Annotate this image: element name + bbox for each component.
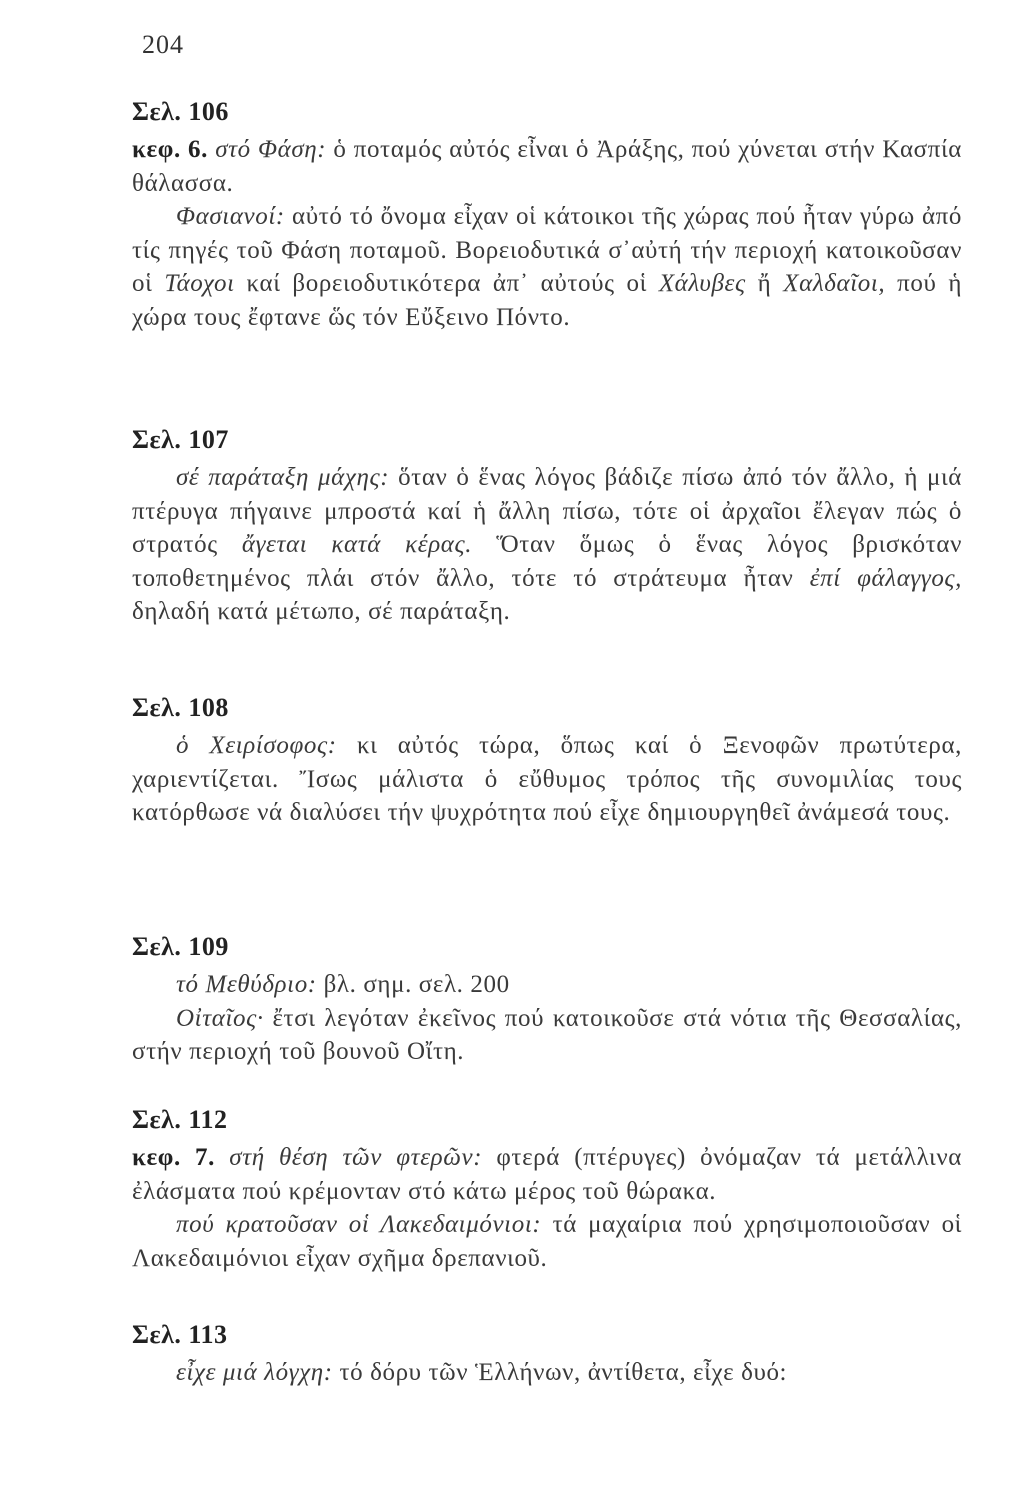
lemma: εἶχε μιά λόγχη: (176, 1359, 333, 1386)
lemma-inline: ἐπί φάλαγγος, (809, 564, 963, 592)
lemma-inline: ἄγεται κατά κέρας. (241, 531, 473, 558)
section-heading: Σελ. 113 (132, 1320, 228, 1349)
lemma: Οἰταῖος· (176, 1004, 264, 1032)
note-text: τά μαχαίρια πού χρησιμοποιοῦσαν οἱ Λακεδαιμόνιοι εἶχαν σχῆμα δρεπανιοῦ. (132, 1211, 962, 1272)
note-text: αὐτό τό ὄνομα εἶχαν οἱ κάτοικοι τῆς χώρας πού ἦταν γύρω ἀπό τίς πηγές τοῦ Φάση ποταμοῦ. Βορειοδυτικά σ᾽αὐτή τήν περιοχή κατοικοῦσαν οἱ (132, 203, 962, 297)
note-text: πού ἡ χώρα τους ἔφτανε ὥς τόν Εὔξεινο Πόντο. (132, 270, 963, 331)
lemma-inline: Χαλδαῖοι, (783, 270, 886, 297)
section-106 (132, 97, 962, 334)
note-paragraph (132, 968, 962, 1002)
note-text: ἤ (757, 270, 772, 297)
section-109 (132, 932, 962, 1069)
note-paragraph (132, 461, 962, 629)
note-paragraph (132, 1002, 962, 1069)
section-heading: Σελ. 112 (132, 1105, 228, 1134)
section-112 (132, 1105, 962, 1275)
note-text: δηλαδή κατά μέτωπο, σέ παράταξη. (132, 598, 511, 625)
lemma-inline: Τάοχοι (164, 270, 235, 297)
note-text: φτερά (πτέρυγες) ὀνόμαζαν τά μετάλλινα ἐλάσματα πού κρέμονταν στό κάτω μέρος τοῦ θώρακα. (132, 1144, 962, 1205)
section-113 (132, 1320, 962, 1390)
note-text: τό δόρυ τῶν Ἑλλήνων, ἀντίθετα, εἶχε δυό: (339, 1359, 788, 1386)
chapter-label: κεφ. 6. (132, 136, 208, 163)
note-text: κι αὐτός τώρα, ὅπως καί ὁ Ξενοφῶν πρωτύτερα, χαριεντίζεται. Ἴσως μάλιστα ὁ εὔθυμος τρόπος τῆς συνομιλίας τους κατόρθωσε νά διαλύσει τήν ψυχρότητα πού εἶχε δημιουργηθεῖ ἀνάμεσά τους. (132, 732, 962, 826)
note-text: ἔτσι λεγόταν ἐκεῖνος πού κατοικοῦσε στά νότια τῆς Θεσσαλίας, στήν περιοχή τοῦ βουνοῦ Οἴτη. (132, 1004, 962, 1065)
lemma: ὁ Χειρίσοφος: (176, 732, 337, 759)
section-107 (132, 425, 962, 629)
lemma-inline: Χάλυβες (658, 270, 746, 297)
note-paragraph (132, 729, 962, 830)
note-paragraph (132, 1141, 962, 1208)
lemma: στό Φάση: (215, 136, 327, 163)
note-text: βλ. σημ. σελ. 200 (323, 971, 510, 998)
note-paragraph (132, 200, 962, 334)
section-heading: Σελ. 109 (132, 932, 229, 961)
section-108 (132, 693, 962, 830)
note-paragraph (132, 133, 962, 200)
lemma: Φασιανοί: (176, 203, 285, 230)
page-number: 204 (142, 30, 184, 59)
note-paragraph (132, 1208, 962, 1275)
note-text: Ὅταν ὅμως ὁ ἕνας λόγος βρισκόταν τοποθετημένος πλάι στόν ἄλλο, τότε τό στράτευμα ἦταν (132, 531, 962, 592)
lemma: πού κρατοῦσαν οἱ Λακεδαιμόνιοι: (176, 1211, 542, 1238)
section-heading: Σελ. 107 (132, 425, 229, 454)
note-text: καί βορειοδυτικότερα ἀπ᾽ αὐτούς οἱ (246, 270, 647, 297)
lemma: στή θέση τῶν φτερῶν: (229, 1144, 483, 1171)
chapter-label: κεφ. 7. (132, 1144, 216, 1171)
lemma: τό Μεθύδριο: (176, 971, 317, 998)
note-text: ὅταν ὁ ἕνας λόγος βάδιζε πίσω ἀπό τόν ἄλλο, ἡ μιά πτέρυγα πήγαινε μπροστά καί ἡ ἄλλη πίσω, τότε οἱ ἀρχαῖοι ἔλεγαν πώς ὁ στρατός (132, 464, 962, 558)
note-paragraph (132, 1356, 962, 1390)
section-heading: Σελ. 108 (132, 693, 229, 722)
note-text: ὁ ποταμός αὐτός εἶναι ὁ Ἀράξης, πού χύνεται στήν Κασπία θάλασσα. (132, 136, 962, 197)
lemma: σέ παράταξη μάχης: (176, 464, 390, 491)
section-heading: Σελ. 106 (132, 97, 229, 126)
